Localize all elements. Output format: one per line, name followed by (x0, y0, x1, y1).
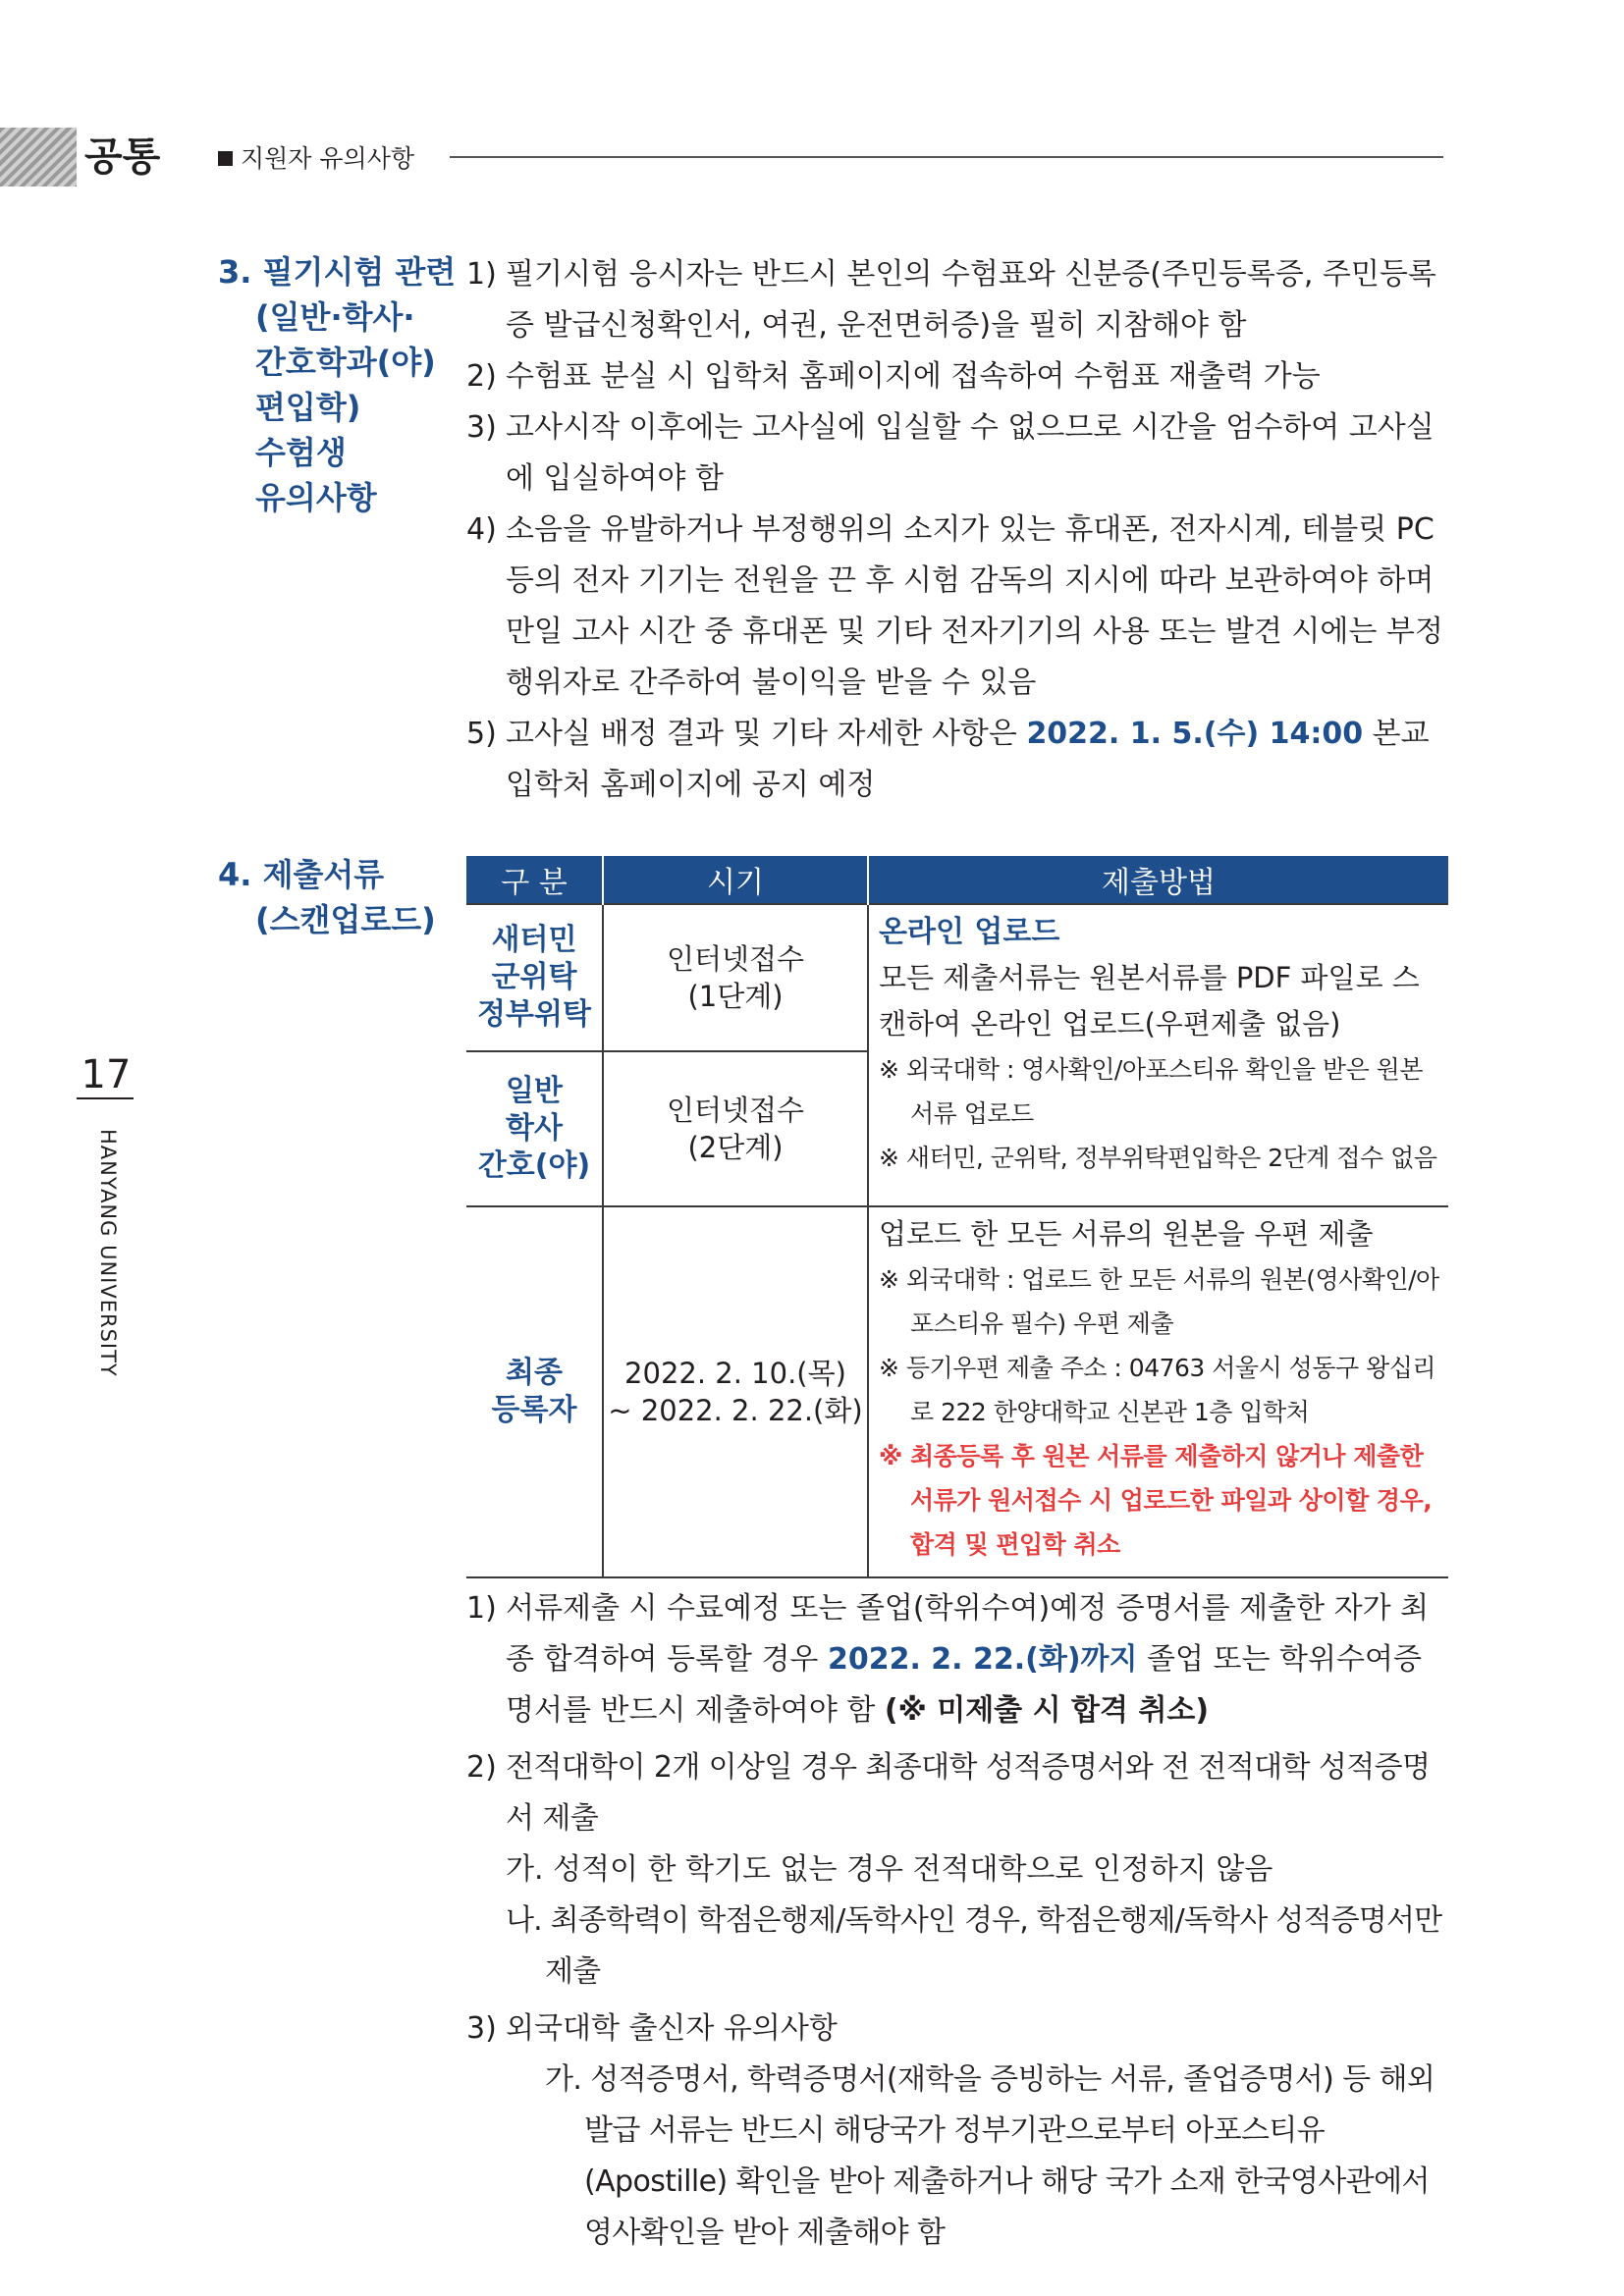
section4-title-line: 4. 제출서류 (218, 856, 385, 893)
header-decoration (0, 128, 77, 187)
item-number: 2) (466, 1750, 497, 1785)
section3-title-line: 간호학과(야) (255, 344, 436, 381)
table-cell-period (603, 1206, 868, 1577)
university-name: HANYANG UNIVERSITY (96, 1129, 120, 1377)
page-number: 17 (81, 1052, 132, 1097)
table-cell-method (868, 1206, 1448, 1577)
method-heading: 온라인 업로드 (879, 915, 1060, 949)
list-item (466, 2003, 1448, 2055)
section3-title-line: 수험생 (255, 434, 347, 471)
list-item (466, 1742, 1448, 1844)
item-number: 5) (466, 717, 497, 751)
header-title: 공통 (84, 134, 161, 180)
item-number: 3) (466, 410, 497, 445)
section3-title (218, 249, 456, 520)
method-note: ※ 등기우편 제출 주소 : 04763 서울시 성동구 왕십리로 222 한양대학교 신본관 1층 입학처 (879, 1354, 1436, 1426)
list-item (466, 402, 1448, 505)
method-warning-note: ※ 최종등록 후 원본 서류를 제출하지 않거나 제출한 서류가 원서접수 시 업로드한 파일과 상이할 경우, 합격 및 편입학 취소 (879, 1442, 1433, 1559)
section4-list (466, 1583, 1448, 2259)
item-text: 소음을 유발하거나 부정행위의 소지가 있는 휴대폰, 전자시계, 테블릿 PC 등의 전자 기기는 전원을 끈 후 시험 감독의 지시에 따라 보관하여야 하며 만일 고사 시간 중 휴대폰 및 기타 전자기기의 사용 또는 발견 시에는 부정행위자로 간주하여 불이익을 받을 수 있음 (506, 512, 1443, 700)
method-note: ※ 외국대학 : 업로드 한 모든 서류의 원본(영사확인/아포스티유 필수) 우편 제출 (879, 1265, 1439, 1338)
item-text: 본교 입학처 홈페이지에 공지 예정 (506, 717, 1430, 802)
section3-title-line: (일반·학사· (255, 298, 415, 336)
list-subitem: 나. 최종학력이 학점은행제/독학사인 경우, 학점은행제/독학사 성적증명서만 제출 (506, 1903, 1442, 1989)
item-text: 고사실 배정 결과 및 기타 자세한 사항은 (506, 717, 1027, 751)
table-cell-category (466, 1051, 603, 1206)
square-bullet-icon (218, 151, 233, 166)
table-cell-method (868, 904, 1448, 1206)
category-text: 일반 학사 간호(야) (477, 1074, 591, 1183)
period-text: 인터넷접수 (2단계) (666, 1094, 805, 1164)
method-text: 업로드 한 모든 서류의 원본을 우편 제출 (879, 1217, 1374, 1251)
category-text: 최종 등록자 (491, 1356, 577, 1427)
table-cell-category (466, 1206, 603, 1577)
table-cell-category (466, 904, 603, 1051)
item-number: 4) (466, 512, 497, 547)
method-note: ※ 새터민, 군위탁, 정부위탁편입학은 2단계 접수 없음 (879, 1144, 1437, 1172)
section3-title-line: 3. 필기시험 관련 (218, 253, 457, 291)
period-text: 인터넷접수 (1단계) (666, 942, 805, 1013)
item-number: 2) (466, 359, 497, 394)
item-text: 고사시작 이후에는 고사실에 입실할 수 없으므로 시간을 엄수하여 고사실에 입실하여야 함 (506, 410, 1435, 496)
table-cell-period (603, 1051, 868, 1206)
header-subtitle (218, 139, 414, 175)
method-note: ※ 외국대학 : 영사확인/아포스티유 확인을 받은 원본 서류 업로드 (879, 1055, 1423, 1128)
table-row (466, 1206, 1448, 1577)
table-header: 제출방법 (868, 856, 1448, 904)
list-item (466, 709, 1448, 811)
list-item (466, 1583, 1448, 1736)
submission-table (466, 856, 1448, 1578)
item-number: 3) (466, 2011, 497, 2046)
item-text: 필기시험 응시자는 반드시 본인의 수험표와 신분증(주민등록증, 주민등록증 발급신청확인서, 여권, 운전면허증)을 필히 지참해야 함 (506, 257, 1436, 343)
header-rule (450, 156, 1443, 158)
page-number-rule (77, 1097, 134, 1099)
method-text: 모든 제출서류는 원본서류를 PDF 파일로 스캔하여 온라인 업로드(우편제출 없음) (879, 961, 1420, 1041)
header-subtitle-text: 지원자 유의사항 (241, 144, 414, 173)
item-bold-text: (※ 미제출 시 합격 취소) (884, 1693, 1210, 1728)
category-text: 새터민 군위탁 정부위탁 (477, 923, 591, 1032)
item-text: 수험표 분실 시 입학처 홈페이지에 접속하여 수험표 재출력 가능 (506, 359, 1321, 394)
section3-list (466, 249, 1448, 811)
highlight-date: 2022. 2. 22.(화)까지 (827, 1642, 1138, 1677)
section3-title-line: 편입학) (255, 389, 361, 426)
table-cell-period (603, 904, 868, 1051)
table-header: 구 분 (466, 856, 603, 904)
table-row (466, 904, 1448, 1051)
item-text: 외국대학 출신자 유의사항 (506, 2011, 838, 2046)
list-item (466, 249, 1448, 351)
section3-title-line: 유의사항 (255, 479, 377, 516)
section4-title (218, 852, 436, 942)
item-text: 졸업 또는 학위수여증명서를 반드시 제출하여야 함 (506, 1642, 1422, 1728)
highlight-date: 2022. 1. 5.(수) 14:00 (1026, 717, 1364, 751)
period-text: 2022. 2. 10.(목) ~ 2022. 2. 22.(화) (608, 1357, 863, 1427)
item-number: 1) (466, 1591, 497, 1626)
list-subitem: 가. 성적증명서, 학력증명서(재학을 증빙하는 서류, 졸업증명서) 등 해외발급 서류는 반드시 해당국가 정부기관으로부터 아포스티유(Apostille) 확인을 받아 제출하거나 해당 국가 소재 한국영사관에서 영사확인을 받아 제출해야 함 (545, 2062, 1435, 2250)
list-subitem: 가. 성적이 한 학기도 없는 경우 전적대학으로 인정하지 않음 (506, 1852, 1273, 1887)
item-text: 서류제출 시 수료예정 또는 졸업(학위수여)예정 증명서를 제출한 자가 최종 합격하여 등록할 경우 (506, 1591, 1430, 1677)
item-text: 전적대학이 2개 이상일 경우 최종대학 성적증명서와 전 전적대학 성적증명서 제출 (506, 1750, 1431, 1836)
table-header: 시기 (603, 856, 868, 904)
item-number: 1) (466, 257, 497, 292)
section4-title-line: (스캔업로드) (255, 901, 436, 938)
list-item (466, 351, 1448, 402)
list-item (466, 505, 1448, 709)
